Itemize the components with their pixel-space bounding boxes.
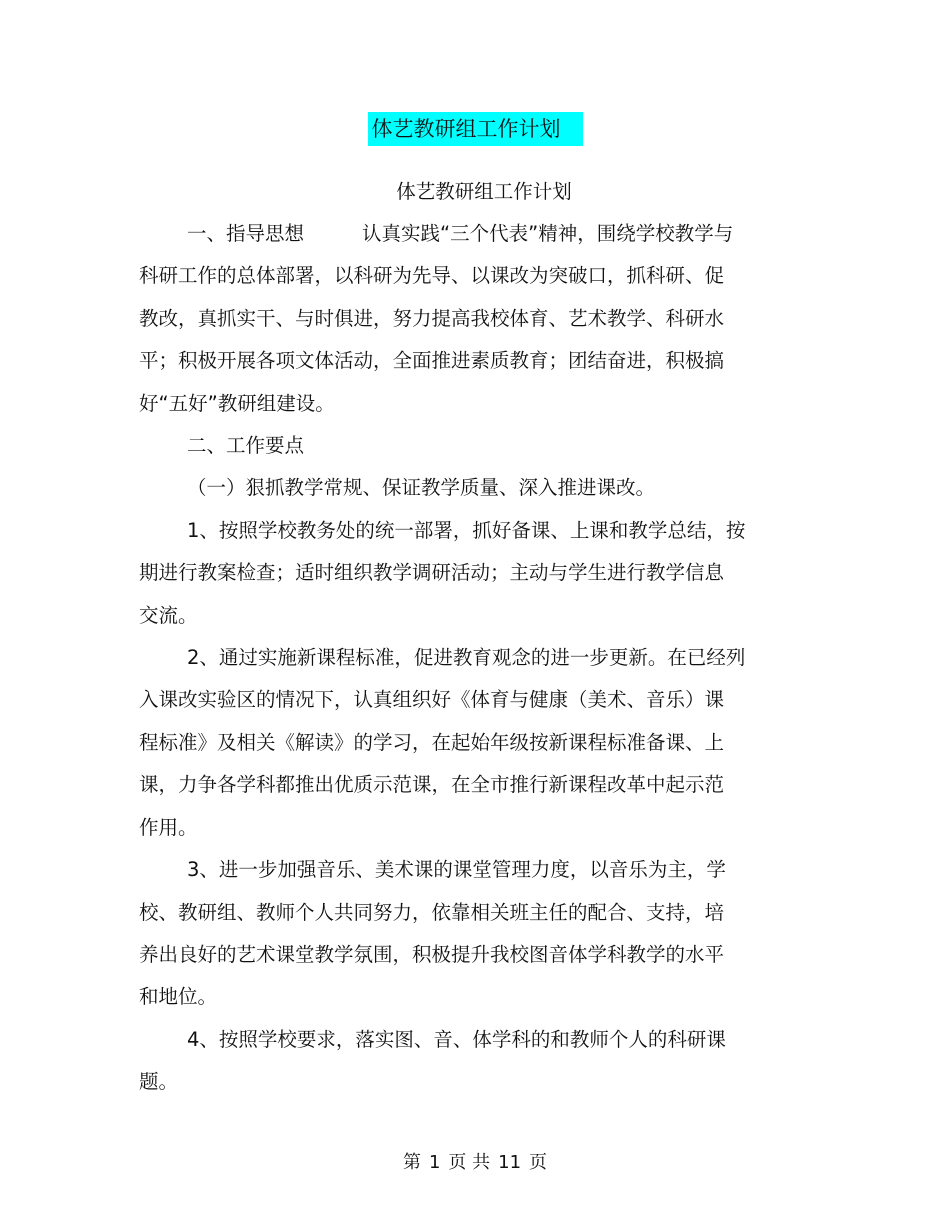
paragraph-line: 好“五好”教研组建设。 bbox=[139, 391, 335, 415]
footer-mid: 页 共 bbox=[448, 1152, 491, 1173]
footer-page-number: 1 bbox=[428, 1152, 441, 1173]
paragraph-line: 程标准》及相关《解读》的学习，在起始年级按新课程标准备课、上 bbox=[139, 730, 725, 754]
paragraph-line: 1、按照学校教务处的统一部署，抓好备课、上课和教学总结，按 bbox=[187, 518, 746, 542]
subsection-heading: （一）狠抓教学常规、保证教学质量、深入推进课改。 bbox=[187, 476, 656, 500]
section-heading: 二、工作要点 bbox=[187, 434, 305, 458]
paragraph-line: 期进行教案检查；适时组织教学调研活动；主动与学生进行教学信息 bbox=[139, 561, 725, 585]
section-heading: 一、指导思想 bbox=[187, 222, 305, 245]
paragraph-line: 课，力争各学科都推出优质示范课，在全市推行新课程改革中起示范 bbox=[139, 773, 725, 797]
paragraph-line: 教改，真抓实干、与时俱进，努力提高我校体育、艺术教学、科研水 bbox=[139, 306, 725, 330]
paragraph-line: 入课改实验区的情况下，认真组织好《体育与健康（美术、音乐）课 bbox=[139, 688, 725, 712]
paragraph-line: 和地位。 bbox=[139, 985, 218, 1009]
footer-total-pages: 11 bbox=[498, 1152, 522, 1173]
document-subtitle: 体艺教研组工作计划 bbox=[396, 180, 572, 203]
paragraph-line: 校、教研组、教师个人共同努力，依靠相关班主任的配合、支持，培 bbox=[139, 900, 725, 924]
paragraph-line bbox=[139, 213, 789, 255]
paragraph-line: 平；积极开展各项文体活动，全面推进素质教育；团结奋进，积极搞 bbox=[139, 349, 725, 373]
page-footer bbox=[0, 1148, 950, 1178]
footer-prefix: 第 bbox=[402, 1152, 421, 1173]
paragraph-line: 作用。 bbox=[139, 815, 198, 839]
document-body bbox=[139, 171, 789, 1104]
paragraph-line: 题。 bbox=[139, 1070, 179, 1094]
paragraph-line: 4、按照学校要求，落实图、音、体学科的和教师个人的科研课 bbox=[187, 1027, 726, 1051]
title-container bbox=[0, 112, 950, 146]
paragraph-line: 交流。 bbox=[139, 603, 198, 627]
paragraph-line: 科研工作的总体部署，以科研为先导、以课改为突破口，抓科研、促 bbox=[139, 264, 725, 288]
footer-suffix: 页 bbox=[529, 1152, 548, 1173]
paragraph-line: 3、进一步加强音乐、美术课的课堂管理力度，以音乐为主，学 bbox=[187, 858, 726, 882]
paragraph-text: 认真实践“三个代表”精神，围绕学校教学与 bbox=[362, 222, 734, 245]
document-title: 体艺教研组工作计划 bbox=[368, 112, 583, 146]
paragraph-line: 养出良好的艺术课堂教学氛围，积极提升我校图音体学科教学的水平 bbox=[139, 942, 725, 966]
paragraph-line: 2、通过实施新课程标准，促进教育观念的进一步更新。在已经列 bbox=[187, 646, 746, 670]
